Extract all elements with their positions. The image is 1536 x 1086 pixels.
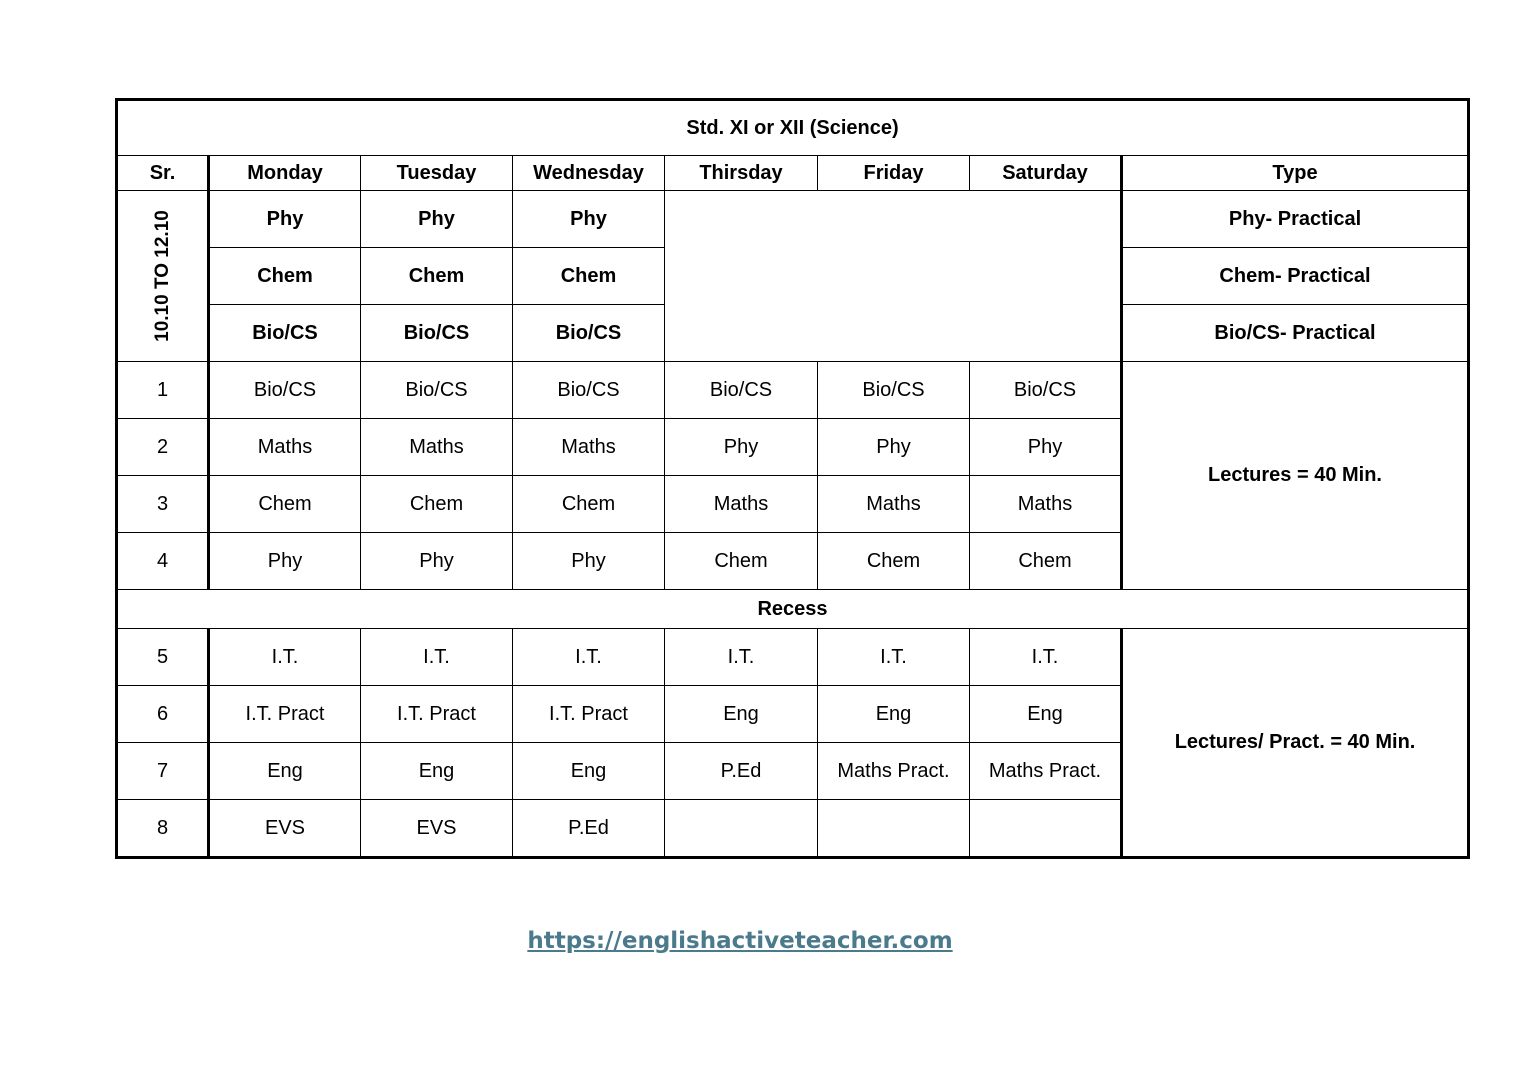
lecture-cell: Eng [665,686,818,743]
lecture-cell: Bio/CS [665,362,818,419]
header-saturday: Saturday [970,156,1122,191]
practical-type: Bio/CS- Practical [1122,305,1469,362]
lecture-cell: Eng [818,686,970,743]
practical-cell: Bio/CS [209,305,361,362]
lecture-cell: I.T. [513,629,665,686]
period-number: 7 [117,743,209,800]
lecture-cell: I.T. [818,629,970,686]
lecture-cell: Maths [209,419,361,476]
lecture-cell: Chem [970,533,1122,590]
period-number: 3 [117,476,209,533]
lecture-cell: Phy [361,533,513,590]
header-thursday: Thirsday [665,156,818,191]
period-number: 6 [117,686,209,743]
lecture-cell: I.T. Pract [361,686,513,743]
lecture-cell [970,800,1122,858]
lecture-cell: I.T. [361,629,513,686]
practical-cell: Chem [209,248,361,305]
practical-type: Chem- Practical [1122,248,1469,305]
lecture-cell: I.T. [209,629,361,686]
practical-cell: Chem [361,248,513,305]
timetable-title: Std. XI or XII (Science) [117,100,1469,156]
header-friday: Friday [818,156,970,191]
period-number: 4 [117,533,209,590]
lecture-cell: Eng [209,743,361,800]
lecture-cell: Maths [818,476,970,533]
lecture-cell: Phy [513,533,665,590]
lecture-cell: Bio/CS [513,362,665,419]
practical-cell: Phy [513,191,665,248]
lecture-cell [665,800,818,858]
header-sr: Sr. [117,156,209,191]
practical-cell: Phy [209,191,361,248]
afternoon-type: Lectures/ Pract. = 40 Min. [1122,629,1469,858]
lecture-cell: Phy [970,419,1122,476]
header-monday: Monday [209,156,361,191]
header-row [117,156,1469,191]
lecture-cell: Maths Pract. [818,743,970,800]
practical-time-cell [117,191,209,362]
lecture-cell: Maths [665,476,818,533]
practical-row [117,191,1469,248]
practical-cell: Bio/CS [361,305,513,362]
lecture-cell: Phy [665,419,818,476]
lecture-cell: I.T. Pract [513,686,665,743]
timetable [115,98,1470,859]
lecture-cell: I.T. [665,629,818,686]
practical-empty-block [665,191,1122,362]
lecture-cell: Eng [970,686,1122,743]
period-number: 1 [117,362,209,419]
morning-type: Lectures = 40 Min. [1122,362,1469,590]
lecture-cell: Maths Pract. [970,743,1122,800]
lecture-cell: Chem [361,476,513,533]
lecture-cell: Bio/CS [209,362,361,419]
lecture-cell: P.Ed [665,743,818,800]
header-type: Type [1122,156,1469,191]
practical-cell: Phy [361,191,513,248]
practical-type: Phy- Practical [1122,191,1469,248]
lecture-cell: I.T. Pract [209,686,361,743]
lecture-cell [818,800,970,858]
lecture-cell: Chem [665,533,818,590]
lecture-cell: Chem [513,476,665,533]
lecture-cell: Phy [818,419,970,476]
timetable-sheet [115,98,1467,859]
lecture-cell: Phy [209,533,361,590]
recess-label: Recess [117,590,1469,629]
period-number: 2 [117,419,209,476]
period-number: 5 [117,629,209,686]
lecture-cell: EVS [209,800,361,858]
lecture-cell: Maths [513,419,665,476]
lecture-cell: Eng [513,743,665,800]
lecture-cell: I.T. [970,629,1122,686]
practical-cell: Chem [513,248,665,305]
lecture-cell: Bio/CS [970,362,1122,419]
lecture-cell: Eng [361,743,513,800]
lecture-cell: Maths [970,476,1122,533]
footer-link[interactable]: https://englishactiveteacher.com [527,928,953,954]
lecture-cell: Maths [361,419,513,476]
lecture-cell: EVS [361,800,513,858]
header-wednesday: Wednesday [513,156,665,191]
practical-cell: Bio/CS [513,305,665,362]
lecture-cell: Chem [209,476,361,533]
lecture-cell: Chem [818,533,970,590]
lecture-cell: P.Ed [513,800,665,858]
lecture-row [117,362,1469,419]
period-number: 8 [117,800,209,858]
lecture-cell: Bio/CS [818,362,970,419]
lecture-cell: Bio/CS [361,362,513,419]
header-tuesday: Tuesday [361,156,513,191]
lecture-row [117,629,1469,686]
practical-time-label: 10.10 TO 12.10 [151,210,173,342]
recess-row [117,590,1469,629]
